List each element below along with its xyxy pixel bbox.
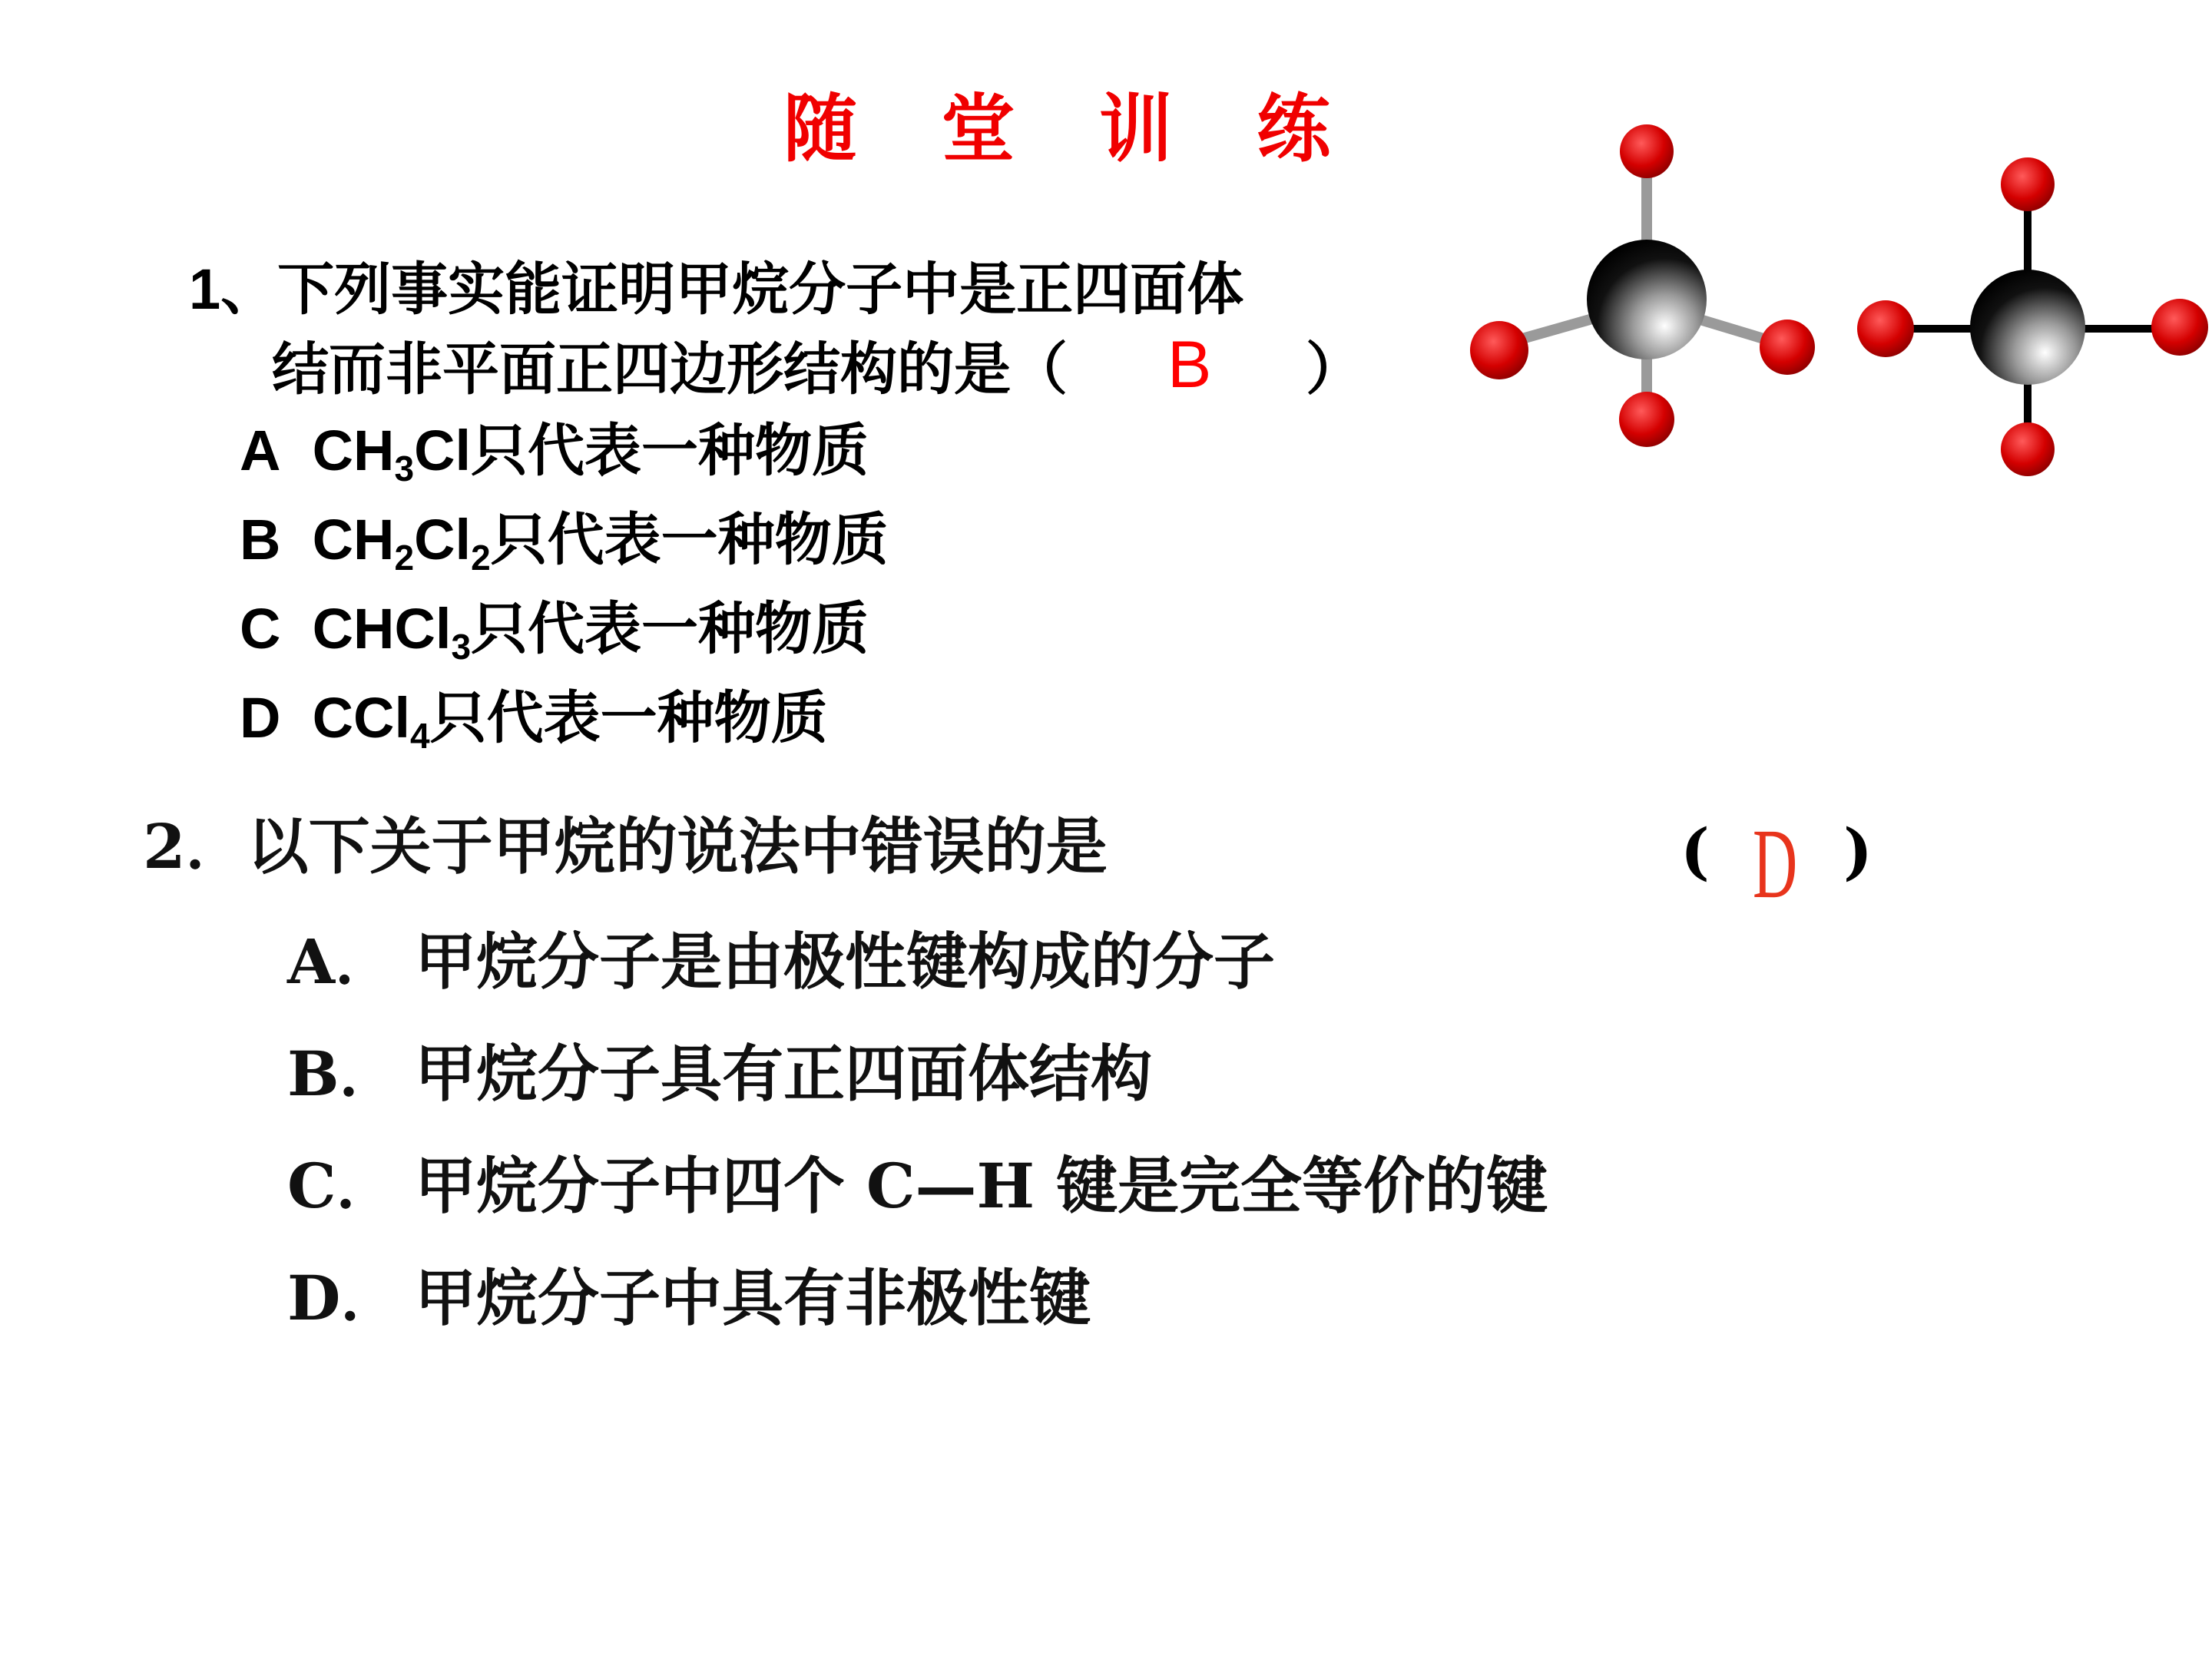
option-label: C． xyxy=(287,1150,398,1222)
q2-answer: D xyxy=(1753,809,1798,919)
hydrogen-atom xyxy=(1760,320,1815,375)
hydrogen-atom xyxy=(2001,157,2055,211)
q2-option-a xyxy=(287,926,1275,998)
option-text: 甲烷分子中四个 C—H 键是完全等价的键 xyxy=(415,1150,1548,1222)
hydrogen-atom xyxy=(1857,300,1914,357)
q1-stem-line2: 结而非平面正四边形结构的是（ xyxy=(272,337,1068,401)
formula-part: CH xyxy=(312,508,395,571)
q2-paren-close: ) xyxy=(1843,815,1873,887)
formula-part: Cl xyxy=(414,508,472,571)
q1-option-a xyxy=(240,419,869,488)
q2-option-c xyxy=(287,1150,1548,1222)
q1-answer: B xyxy=(1167,328,1212,402)
option-text: 只代表一种物质 xyxy=(429,686,828,750)
page-title: 随 堂 训 练 xyxy=(783,86,1360,172)
formula-part: CH xyxy=(312,419,395,482)
q2-paren-open: ( xyxy=(1681,815,1710,887)
option-text: 只代表一种物质 xyxy=(490,508,889,571)
formula-subscript: 4 xyxy=(410,716,430,756)
q1-stem-line1: 1、下列事实能证明甲烷分子中是正四面体 xyxy=(189,257,1244,321)
option-text: 甲烷分子中具有非极性键 xyxy=(415,1262,1091,1334)
option-label: D． xyxy=(287,1262,402,1334)
option-text: 甲烷分子是由极性键构成的分子 xyxy=(415,926,1275,998)
planar-methane-model xyxy=(1843,146,2212,484)
option-label: A xyxy=(240,419,281,482)
option-text: 甲烷分子具有正四面体结构 xyxy=(415,1038,1152,1110)
hydrogen-atom xyxy=(2001,422,2055,476)
option-label: D xyxy=(240,686,281,750)
hydrogen-atom xyxy=(1470,321,1528,379)
formula-part: CHCl xyxy=(312,597,452,661)
option-label: B xyxy=(240,508,281,571)
formula-subscript: 3 xyxy=(394,449,415,488)
formula-subscript: 2 xyxy=(394,538,415,578)
q2-option-d xyxy=(287,1262,1091,1334)
q2-option-b xyxy=(287,1038,1152,1110)
hydrogen-atom xyxy=(1620,124,1674,178)
q1-option-d xyxy=(240,686,828,756)
q1-option-c xyxy=(240,597,869,667)
option-label: C xyxy=(240,597,281,661)
option-text: 只代表一种物质 xyxy=(471,419,869,482)
formula-part: Cl xyxy=(414,419,472,482)
carbon-atom xyxy=(1587,240,1707,359)
formula-subscript: 3 xyxy=(451,627,472,667)
q1-stem-close: ） xyxy=(1306,337,1363,401)
q1-option-b xyxy=(240,508,889,578)
tetrahedral-methane-model xyxy=(1444,115,1843,469)
q2-stem: 2．以下关于甲烷的说法中错误的是 xyxy=(143,810,1108,882)
option-label: A． xyxy=(287,926,397,998)
formula-subscript: 2 xyxy=(471,538,491,578)
hydrogen-atom xyxy=(1619,392,1674,447)
option-text: 只代表一种物质 xyxy=(471,597,869,661)
formula-part: CCl xyxy=(312,686,411,750)
option-label: B． xyxy=(287,1038,401,1110)
carbon-atom xyxy=(1970,270,2085,385)
hydrogen-atom xyxy=(2151,299,2208,356)
